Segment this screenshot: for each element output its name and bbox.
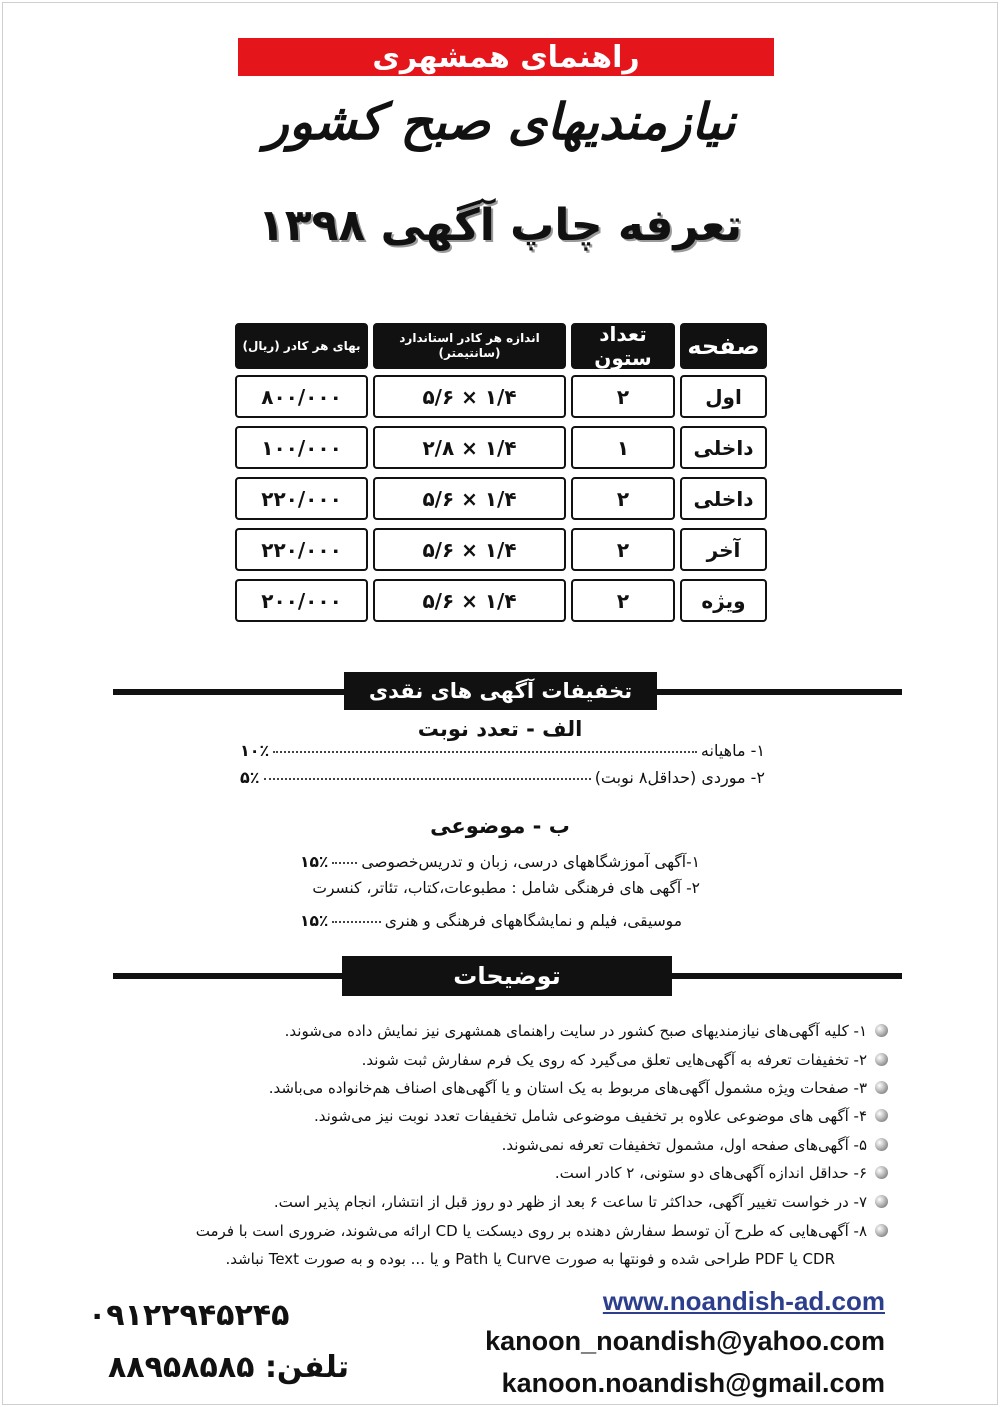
- note-item-5: [128, 1134, 888, 1156]
- row5-price: ۲۰۰/۰۰۰: [235, 579, 368, 622]
- row2-size: [373, 426, 566, 469]
- discount-education-label: ۱-آگهی آموزشگاههای درسی، زبان و تدریس‌خصوصی: [361, 853, 700, 871]
- bullet-icon: [875, 1138, 888, 1151]
- row4-page: آخر: [680, 528, 767, 571]
- header-page: صفحه: [680, 323, 767, 369]
- note-text: ۶- حداقل اندازه آگهی‌های دو ستونی، ۲ کادر است.: [554, 1164, 867, 1182]
- note-text: CDR یا PDF طراحی شده و فونتها به صورت Curve یا Path و یا ... بوده و به صورت Text نباشد.: [225, 1250, 835, 1268]
- row4-size-value: ۵/۶ × ۱/۴: [422, 537, 517, 562]
- row3-columns: ۲: [571, 477, 675, 520]
- row1-page: اول: [680, 375, 767, 418]
- row1-price: ۸۰۰/۰۰۰: [235, 375, 368, 418]
- email-gmail[interactable]: kanoon.noandish@gmail.com: [501, 1368, 885, 1398]
- row5-size-value: ۵/۶ × ۱/۴: [422, 588, 517, 613]
- row2-size-value: ۲/۸ × ۱/۴: [422, 435, 517, 460]
- mobile-number: ۰۹۱۲۲۹۴۵۲۴۵: [88, 1298, 290, 1333]
- discount-monthly-percent: ۱۰٪: [240, 741, 270, 760]
- row3-price: ۲۲۰/۰۰۰: [235, 477, 368, 520]
- row4-price: ۲۲۰/۰۰۰: [235, 528, 368, 571]
- dot-leader: [332, 862, 357, 864]
- row5-columns: ۲: [571, 579, 675, 622]
- note-text: ۱- کلیه آگهی‌های نیازمندیهای صبح کشور در سایت راهنمای همشهری نیز نمایش داده می‌شوند.: [284, 1022, 867, 1040]
- note-item-8-continued: [195, 1248, 835, 1270]
- note-text: ۷- در خواست تغییر آگهی، حداکثر تا ساعت ۶ بعد از ظهر دو روز قبل از انتشار، انجام پذیر است.: [273, 1193, 867, 1211]
- note-item-8: [128, 1220, 888, 1242]
- discount-education: [300, 853, 700, 871]
- brand-banner: راهنمای همشهری: [238, 38, 774, 76]
- discount-part-a-heading: الف - تعدد نوبت: [417, 717, 583, 741]
- row3-size-value: ۵/۶ × ۱/۴: [422, 486, 517, 511]
- discount-occasional-percent: ۵٪: [240, 768, 260, 787]
- note-item-6: [128, 1162, 888, 1184]
- bullet-icon: [875, 1053, 888, 1066]
- note-text: ۲- تخفیفات تعرفه به آگهی‌هایی تعلق می‌گیرد که روی یک فرم سفارش ثبت شوند.: [361, 1051, 867, 1069]
- row5-page: ویژه: [680, 579, 767, 622]
- row3-page: داخلی: [680, 477, 767, 520]
- note-item-7: [128, 1191, 888, 1213]
- bullet-icon: [875, 1166, 888, 1179]
- row4-columns: ۲: [571, 528, 675, 571]
- website-link[interactable]: www.noandish-ad.com: [602, 1286, 885, 1316]
- discount-part-b-heading: ب - موضوعی: [430, 814, 570, 838]
- row1-size: [373, 375, 566, 418]
- note-item-1: [128, 1020, 888, 1042]
- discount-cultural-line2: [300, 912, 682, 930]
- note-text: ۴- آگهی های موضوعی علاوه بر تخفیف موضوعی شامل تخفیفات تعدد نوبت نیز می‌شوند.: [313, 1107, 867, 1125]
- row2-page: داخلی: [680, 426, 767, 469]
- note-item-4: [128, 1105, 888, 1127]
- discounts-title: تخفیفات آگهی های نقدی: [344, 672, 657, 710]
- email-yahoo[interactable]: kanoon_noandish@yahoo.com: [485, 1326, 885, 1356]
- row1-size-value: ۵/۶ × ۱/۴: [422, 384, 517, 409]
- discount-cultural-label: موسیقی، فیلم و نمایشگاههای فرهنگی و هنری: [384, 912, 682, 930]
- dot-leader: [332, 921, 380, 923]
- phone-number: ۸۸۹۵۸۵۸۵: [108, 1350, 255, 1385]
- row2-price: ۱۰۰/۰۰۰: [235, 426, 368, 469]
- phone-line: [108, 1350, 349, 1385]
- note-text: ۳- صفحات ویژه مشمول آگهی‌های مربوط به یک استان و یا آگهی‌های اصناف هم‌خانواده می‌باشد.: [268, 1079, 867, 1097]
- dot-leader: [264, 778, 591, 780]
- header-size: اندازه هر کادر استاندارد (سانتیمتر): [373, 323, 566, 369]
- bullet-icon: [875, 1024, 888, 1037]
- row2-columns: ۱: [571, 426, 675, 469]
- row1-columns: ۲: [571, 375, 675, 418]
- note-item-2: [128, 1049, 888, 1071]
- publication-title: نیازمندیهای صبح کشور: [264, 92, 736, 151]
- tariff-title: تعرفه چاپ آگهی ۱۳۹۸: [257, 200, 743, 251]
- bullet-icon: [875, 1109, 888, 1122]
- discount-education-percent: ۱۵٪: [300, 853, 329, 871]
- dot-leader: [273, 751, 697, 753]
- header-price: بهای هر کادر (ریال): [235, 323, 368, 369]
- row4-size: [373, 528, 566, 571]
- discount-monthly-label: ۱- ماهیانه: [700, 741, 765, 760]
- discount-cultural-percent: ۱۵٪: [300, 912, 329, 930]
- row5-size: [373, 579, 566, 622]
- bullet-icon: [875, 1195, 888, 1208]
- bullet-icon: [875, 1081, 888, 1094]
- discount-occasional-label: ۲- موردی (حداقل۸ نوبت): [594, 768, 765, 787]
- notes-title: توضیحات: [342, 956, 672, 996]
- note-item-3: [128, 1077, 888, 1099]
- discount-cultural-line1: ۲- آگهی های فرهنگی شامل : مطبوعات،کتاب، تئاتر، کنسرت: [312, 879, 700, 897]
- note-text: ۸- آگهی‌هایی که طرح آن توسط سفارش دهنده بر روی دیسکت یا CD ارائه می‌شوند، ضروری است با فرمت: [195, 1222, 867, 1240]
- phone-label: تلفن:: [264, 1350, 350, 1385]
- discount-occasional: [240, 768, 765, 787]
- row3-size: [373, 477, 566, 520]
- header-columns: تعداد ستون: [571, 323, 675, 369]
- bullet-icon: [875, 1224, 888, 1237]
- discount-monthly: [240, 741, 765, 760]
- note-text: ۵- آگهی‌های صفحه اول، مشمول تخفیفات تعرفه نمی‌شوند.: [501, 1136, 867, 1154]
